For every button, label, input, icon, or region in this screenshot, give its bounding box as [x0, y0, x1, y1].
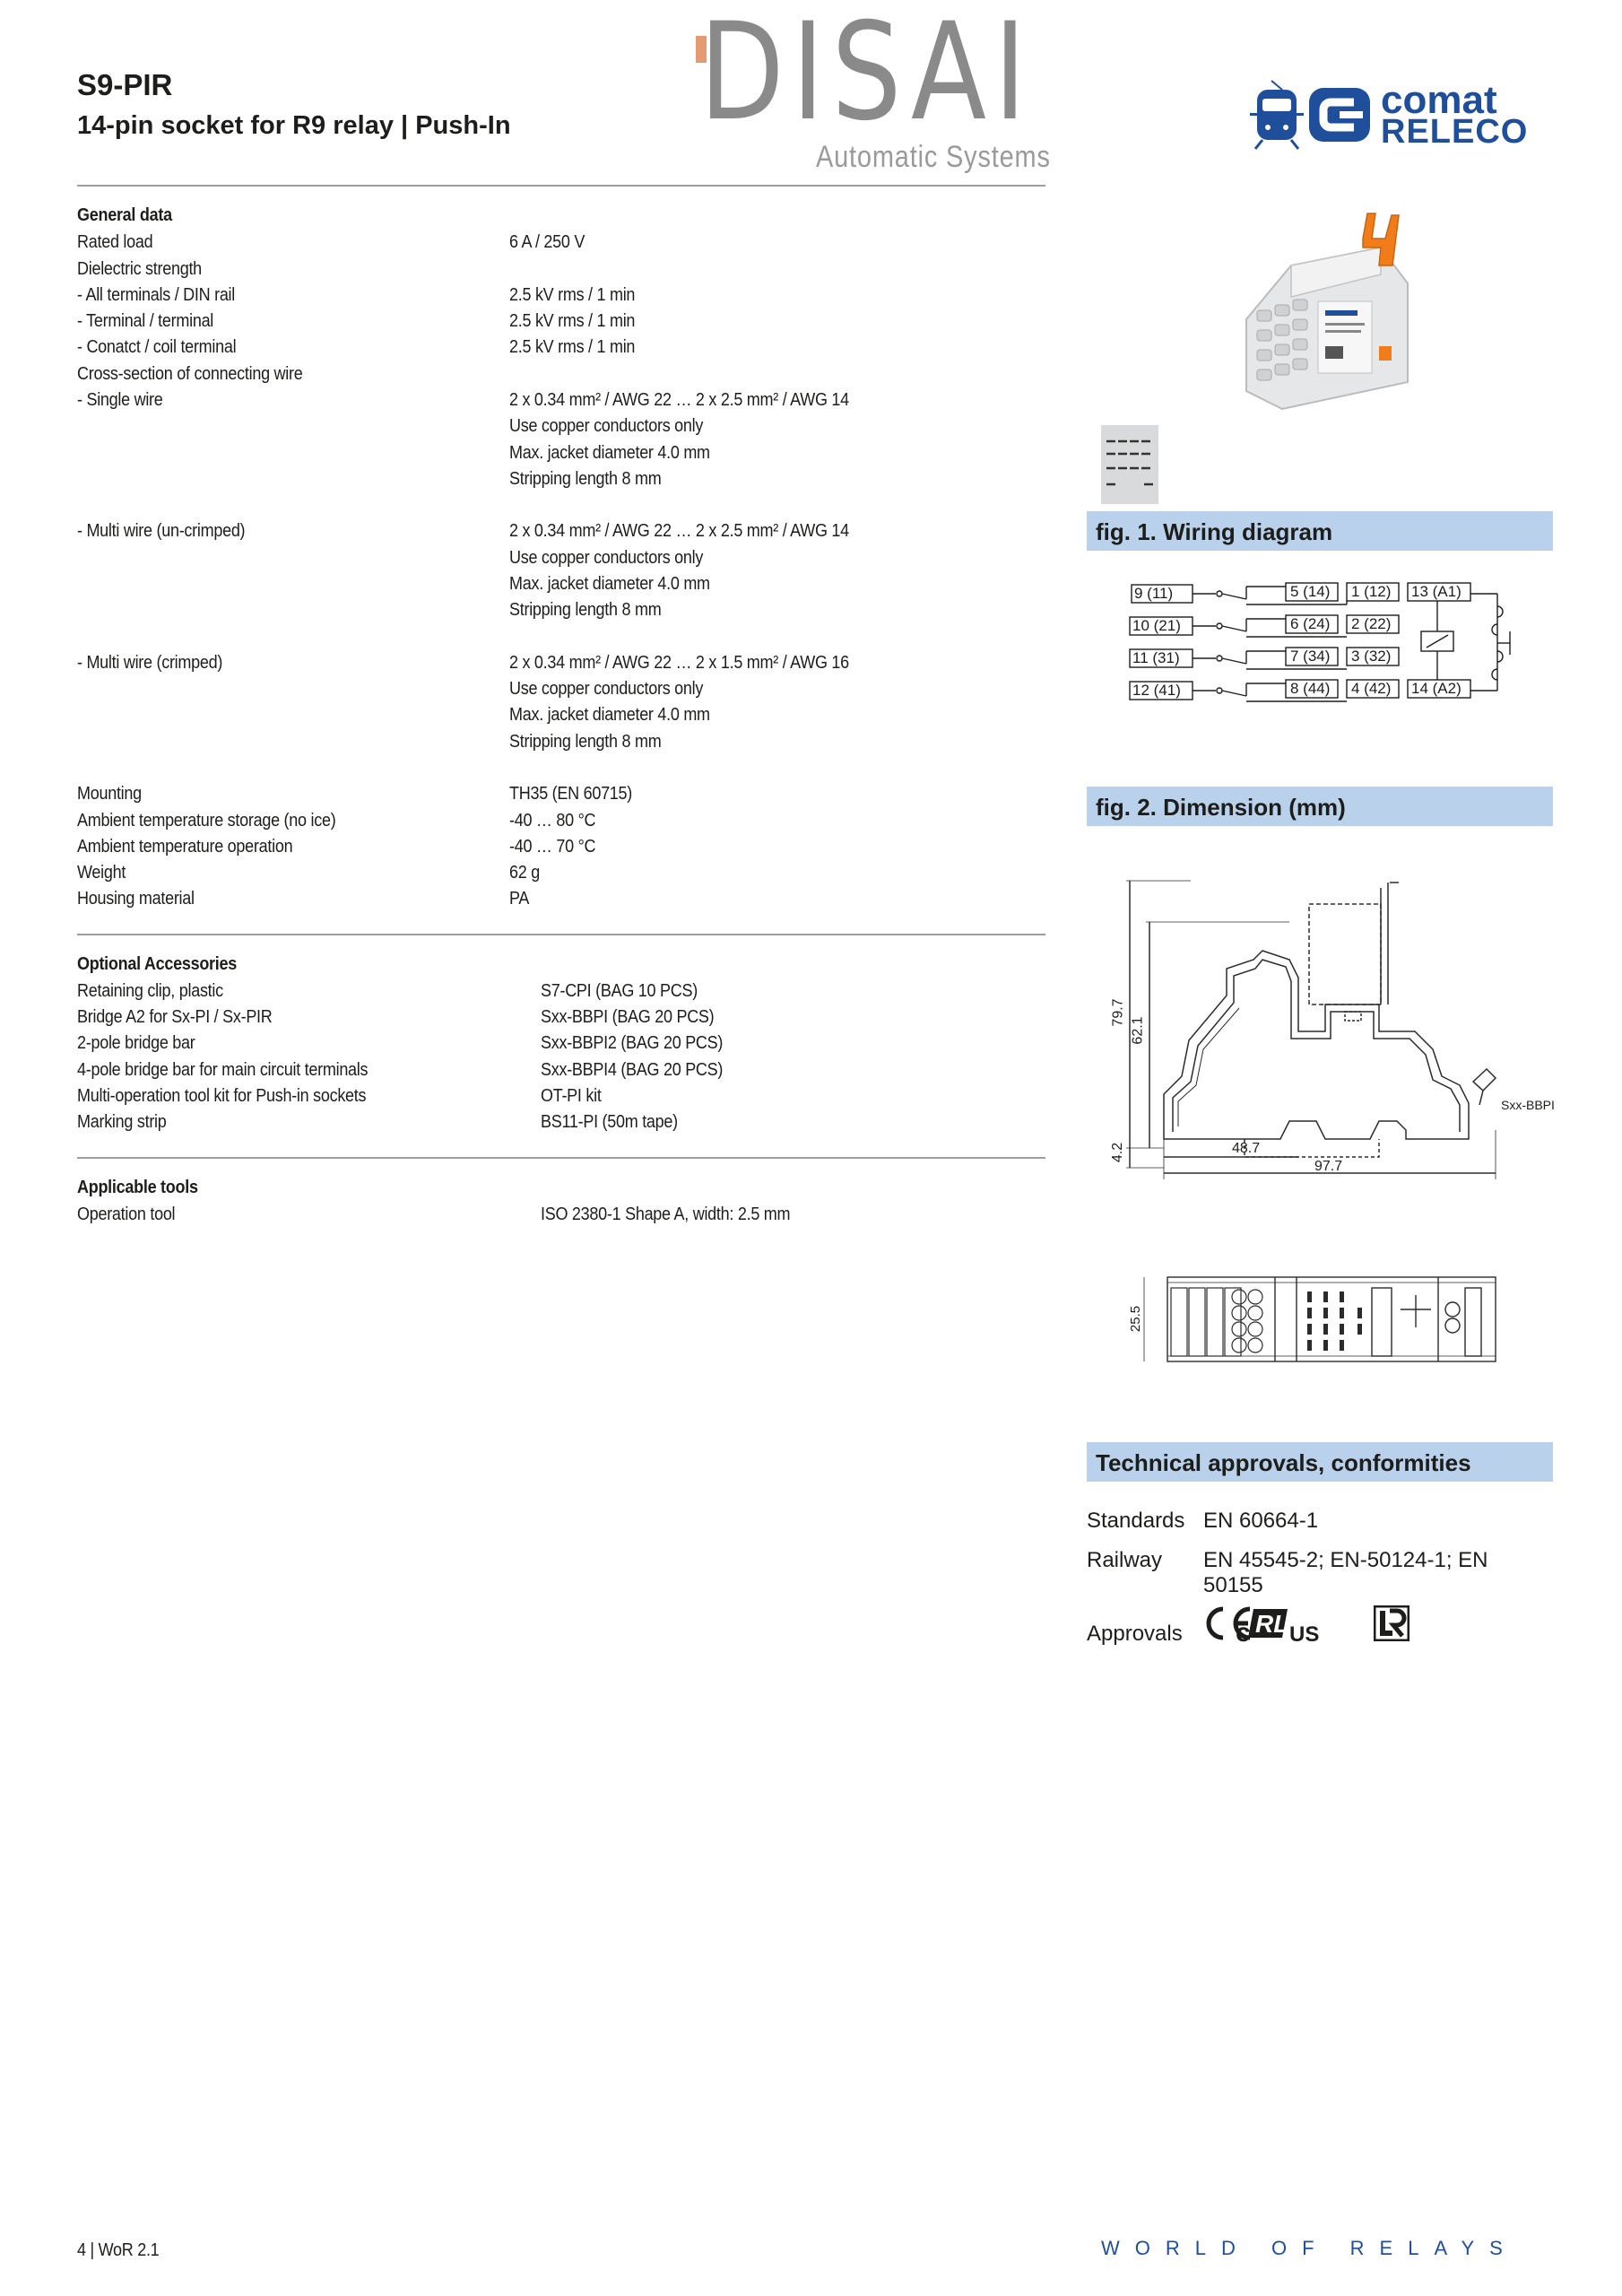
accessories-heading: Optional Accessories — [77, 954, 238, 974]
dimension-drawing-top — [1128, 1265, 1517, 1363]
page-subtitle: 14-pin socket for R9 relay | Push-In — [77, 111, 511, 140]
spec-value: Use copper conductors only — [509, 679, 704, 699]
releco-wordmark: RELECO — [1381, 113, 1529, 151]
dim-depth: 25.5 — [1128, 1305, 1144, 1333]
standards-value: EN 60664-1 — [1203, 1509, 1319, 1533]
spec-label: - Multi wire (crimped) — [77, 653, 223, 673]
accessory-row — [77, 981, 1045, 1008]
spec-value: 2.5 kV rms / 1 min — [509, 285, 636, 305]
wiring-term-label: 12 (41) — [1132, 682, 1181, 699]
dim-height-base: 4.2 — [1110, 1142, 1126, 1163]
spec-value: Use copper conductors only — [509, 416, 704, 436]
spec-row — [77, 600, 1045, 627]
disai-tagline: Automatic Systems — [816, 140, 1051, 174]
dim-height-inner: 62.1 — [1130, 1016, 1146, 1045]
spec-label: Dielectric strength — [77, 259, 202, 279]
coil-term-label: 14 (A2) — [1411, 680, 1462, 697]
spec-value: 2 x 0.34 mm² / AWG 22 … 2 x 2.5 mm² / AWG 14 — [509, 521, 849, 541]
spec-value: -40 … 70 °C — [509, 837, 596, 857]
accessory-value: Sxx-BBPI2 (BAG 20 PCS) — [541, 1033, 724, 1053]
spec-value: Stripping length 8 mm — [509, 469, 662, 489]
wiring-term-label: 5 (14) — [1290, 583, 1331, 600]
spec-label: Ambient temperature storage (no ice) — [77, 811, 336, 831]
spec-value: 2.5 kV rms / 1 min — [509, 311, 636, 331]
accessory-value: BS11-PI (50m tape) — [541, 1112, 678, 1132]
spec-row — [77, 574, 1045, 601]
header-divider — [77, 185, 1045, 187]
accessory-label: 4-pole bridge bar for main circuit terminals — [77, 1060, 369, 1080]
spec-value: 2 x 0.34 mm² / AWG 22 … 2 x 2.5 mm² / AWG 14 — [509, 390, 849, 410]
product-image — [1228, 212, 1426, 418]
lr-register-icon — [1374, 1605, 1409, 1646]
railway-value-line1: EN 45545-2; EN-50124-1; EN — [1203, 1548, 1488, 1572]
wiring-term-label: 3 (32) — [1351, 648, 1392, 665]
terminal-layout-icon — [1101, 425, 1158, 504]
accessory-row — [77, 1007, 1045, 1034]
spec-row — [77, 390, 1045, 417]
approvals-label: Approvals — [1087, 1622, 1183, 1646]
tool-value: ISO 2380-1 Shape A, width: 2.5 mm — [541, 1205, 791, 1224]
page-title: S9-PIR — [77, 68, 173, 101]
bridge-label: Sxx-BBPI — [1501, 1098, 1555, 1112]
spec-label: - Single wire — [77, 390, 163, 410]
ul-mark-icon — [1236, 1604, 1343, 1651]
spec-value: PA — [509, 889, 530, 909]
accessory-row — [77, 1033, 1045, 1060]
footer-tagline: WORLD OF RELAYS — [1101, 2237, 1518, 2259]
accessory-value: S7-CPI (BAG 10 PCS) — [541, 981, 698, 1001]
general-data-heading: General data — [77, 205, 172, 225]
spec-value: TH35 (EN 60715) — [509, 784, 633, 804]
dimension-drawing-side — [1110, 870, 1558, 1211]
accessory-label: Multi-operation tool kit for Push-in sockets — [77, 1086, 367, 1106]
accessory-label: 2-pole bridge bar — [77, 1033, 195, 1053]
spec-row — [77, 232, 1045, 259]
spec-label: - All terminals / DIN rail — [77, 285, 236, 305]
spec-value: Stripping length 8 mm — [509, 732, 662, 752]
wiring-term-label: 2 (22) — [1351, 615, 1392, 632]
spec-row — [77, 811, 1045, 838]
spec-value: Use copper conductors only — [509, 548, 704, 568]
spec-row — [77, 679, 1045, 706]
spec-label: Weight — [77, 863, 126, 883]
accessory-value: Sxx-BBPI (BAG 20 PCS) — [541, 1007, 715, 1027]
spec-row — [77, 784, 1045, 811]
coil-term-label: 13 (A1) — [1411, 583, 1462, 600]
spec-row — [77, 732, 1045, 759]
wiring-term-label: 6 (24) — [1290, 615, 1331, 632]
spec-row — [77, 863, 1045, 890]
accessory-label: Marking strip — [77, 1112, 167, 1132]
dim-width-half: 48.7 — [1232, 1141, 1261, 1156]
accessory-row — [77, 1060, 1045, 1087]
spec-row — [77, 416, 1045, 443]
spec-value: 2.5 kV rms / 1 min — [509, 337, 636, 357]
wiring-term-label: 10 (21) — [1132, 617, 1181, 634]
comat-wordmark: comat — [1381, 78, 1497, 122]
spec-value: 62 g — [509, 863, 540, 883]
spec-value: Max. jacket diameter 4.0 mm — [509, 443, 710, 463]
section-divider — [77, 934, 1045, 935]
spec-row — [77, 653, 1045, 680]
accessory-row — [77, 1086, 1045, 1113]
svg-text:c: c — [1236, 1618, 1251, 1647]
wiring-term-label: 1 (12) — [1351, 583, 1392, 600]
railway-value-line2: 50155 — [1203, 1573, 1263, 1597]
railway-label: Railway — [1087, 1548, 1163, 1572]
tools-heading: Applicable tools — [77, 1178, 198, 1197]
section-divider — [77, 1157, 1045, 1159]
spec-row — [77, 364, 1045, 391]
spec-label: - Conatct / coil terminal — [77, 337, 237, 357]
spec-row — [77, 889, 1045, 916]
tool-label: Operation tool — [77, 1205, 176, 1224]
spec-row — [77, 285, 1045, 312]
tool-row — [77, 1205, 1045, 1231]
standards-label: Standards — [1087, 1509, 1185, 1533]
spec-value: 2 x 0.34 mm² / AWG 22 … 2 x 1.5 mm² / AWG 16 — [509, 653, 849, 673]
spec-row — [77, 705, 1045, 732]
wiring-term-label: 9 (11) — [1134, 585, 1174, 602]
spec-label: Ambient temperature operation — [77, 837, 293, 857]
spec-label: Mounting — [77, 784, 142, 804]
spec-row — [77, 443, 1045, 470]
disai-logo: DISAI — [699, 0, 1034, 151]
svg-text:US: US — [1289, 1622, 1320, 1647]
spec-value: Stripping length 8 mm — [509, 600, 662, 620]
accessory-label: Bridge A2 for Sx-PI / Sx-PIR — [77, 1007, 273, 1027]
spec-label: Rated load — [77, 232, 153, 252]
spec-row — [77, 837, 1045, 864]
spec-label: - Multi wire (un-crimped) — [77, 521, 246, 541]
accessory-value: Sxx-BBPI4 (BAG 20 PCS) — [541, 1060, 724, 1080]
fig1-title-bar: fig. 1. Wiring diagram — [1087, 511, 1553, 551]
spec-row — [77, 548, 1045, 575]
wiring-term-label: 8 (44) — [1290, 680, 1331, 697]
spec-row — [77, 311, 1045, 338]
dim-width-total: 97.7 — [1314, 1159, 1343, 1174]
spec-label: - Terminal / terminal — [77, 311, 214, 331]
dim-height-total: 79.7 — [1110, 998, 1126, 1027]
fig2-title-bar: fig. 2. Dimension (mm) — [1087, 787, 1553, 826]
wiring-term-label: 7 (34) — [1290, 648, 1331, 665]
wiring-term-label: 4 (42) — [1351, 680, 1392, 697]
spec-row — [77, 337, 1045, 364]
spec-value: Max. jacket diameter 4.0 mm — [509, 574, 710, 594]
approvals-title-bar: Technical approvals, conformities — [1087, 1442, 1553, 1482]
accessory-row — [77, 1112, 1045, 1139]
accessory-value: OT-PI kit — [541, 1086, 602, 1106]
spec-row — [77, 259, 1045, 286]
wiring-diagram — [1121, 576, 1524, 710]
spec-value: Max. jacket diameter 4.0 mm — [509, 705, 710, 725]
spec-value: -40 … 80 °C — [509, 811, 596, 831]
spec-row — [77, 469, 1045, 496]
spec-label: Housing material — [77, 889, 195, 909]
wiring-term-label: 11 (31) — [1132, 649, 1180, 666]
accessory-label: Retaining clip, plastic — [77, 981, 223, 1001]
spec-value: 6 A / 250 V — [509, 232, 585, 252]
comat-releco-logo — [1246, 77, 1569, 158]
spec-label: Cross-section of connecting wire — [77, 364, 303, 384]
page-number: 4 | WoR 2.1 — [77, 2240, 160, 2260]
spec-row — [77, 521, 1045, 548]
svg-text:RL: RL — [1255, 1610, 1289, 1638]
